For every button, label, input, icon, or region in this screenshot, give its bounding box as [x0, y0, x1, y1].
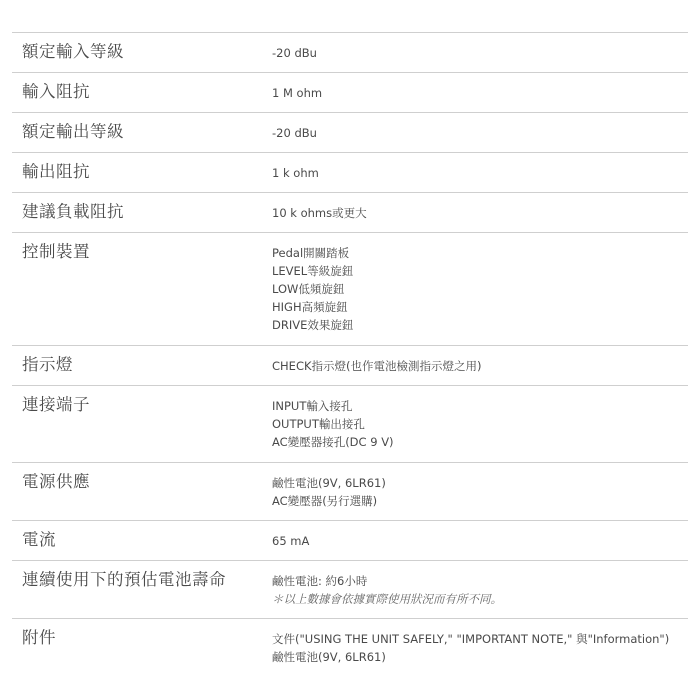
spec-label: 電源供應 [22, 472, 90, 491]
spec-row-rated-output-level [12, 113, 688, 153]
spec-value [272, 73, 688, 112]
spec-value-line: DRIVE效果旋鈕 [272, 318, 354, 332]
spec-value-line: -20 dBu [272, 46, 317, 60]
spec-value-line: -20 dBu [272, 126, 317, 140]
spec-value-line: LEVEL等級旋鈕 [272, 264, 354, 278]
spec-value [272, 113, 688, 152]
spec-row-input-impedance [12, 73, 688, 113]
spec-label: 輸入阻抗 [22, 82, 90, 101]
spec-label: 指示燈 [22, 355, 73, 374]
spec-row-accessories [12, 619, 688, 677]
spec-value [272, 346, 688, 385]
spec-value-line: 65 mA [272, 534, 310, 548]
spec-label: 額定輸入等級 [22, 42, 124, 61]
spec-row-recommended-load-impedance [12, 193, 688, 233]
spec-value-line: 10 k ohms或更大 [272, 206, 367, 220]
spec-value-line: 鹼性電池(9V, 6LR61) [272, 476, 386, 490]
spec-value-line: 1 M ohm [272, 86, 323, 100]
spec-label: 輸出阻抗 [22, 162, 90, 181]
spec-table [12, 32, 688, 677]
spec-row-current [12, 521, 688, 561]
spec-value-line: 鹼性電池: 約6小時 [272, 574, 368, 588]
spec-value-line: 1 k ohm [272, 166, 319, 180]
spec-label: 連接端子 [22, 395, 90, 414]
spec-value-line: INPUT輸入接孔 [272, 399, 353, 413]
spec-value-line: AC變壓器(另行選購) [272, 494, 378, 508]
spec-row-indicator [12, 346, 688, 386]
spec-label: 附件 [22, 628, 56, 647]
spec-row-output-impedance [12, 153, 688, 193]
spec-value [272, 561, 688, 618]
spec-value [272, 233, 688, 345]
spec-value [272, 33, 688, 72]
spec-label: 建議負載阻抗 [22, 202, 124, 221]
spec-row-connectors [12, 386, 688, 463]
spec-value [272, 463, 688, 520]
spec-value [272, 193, 688, 232]
spec-value-line: AC變壓器接孔(DC 9 V) [272, 435, 394, 449]
spec-value-note: ＊以上數據會依據實際使用狀況而有所不同。 [272, 592, 502, 606]
spec-row-rated-input-level [12, 33, 688, 73]
spec-value-line: CHECK指示燈(也作電池檢測指示燈之用) [272, 359, 482, 373]
spec-value-line: HIGH高頻旋鈕 [272, 300, 348, 314]
spec-label: 控制裝置 [22, 242, 90, 261]
spec-value [272, 386, 688, 462]
spec-value [272, 153, 688, 192]
spec-value-line: OUTPUT輸出接孔 [272, 417, 365, 431]
spec-value-line: Pedal開關踏板 [272, 246, 350, 260]
spec-value-line: 鹼性電池(9V, 6LR61) [272, 650, 386, 664]
spec-row-controls [12, 233, 688, 346]
spec-row-power-supply [12, 463, 688, 521]
spec-value [272, 521, 688, 560]
spec-value [272, 619, 688, 677]
spec-value-line: 文件("USING THE UNIT SAFELY," "IMPORTANT NOTE," 與"Information") [272, 632, 670, 646]
spec-row-battery-life [12, 561, 688, 619]
spec-label: 電流 [22, 530, 56, 549]
spec-label: 額定輸出等級 [22, 122, 124, 141]
spec-value-line: LOW低頻旋鈕 [272, 282, 345, 296]
spec-label: 連續使用下的預估電池壽命 [22, 570, 226, 589]
